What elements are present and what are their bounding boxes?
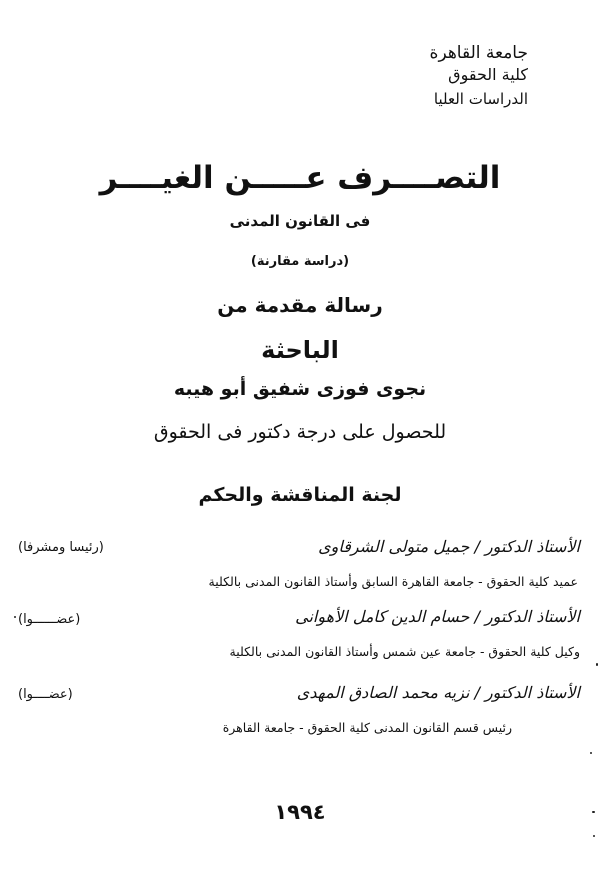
thesis-subtitle: فى القانون المدنى [229,212,371,230]
scan-speck [14,616,16,618]
scan-speck [592,811,595,813]
committee-member-role: (عضــــوا) [18,687,73,702]
scan-speck [593,835,595,837]
committee-member-name: الأستاذ الدكتور / حسام الدين كامل الأهوانى [295,607,580,626]
thesis-year: ١٩٩٤ [274,800,326,824]
committee-heading: لجنة المناقشة والحكم [198,484,402,506]
scan-speck [590,752,592,754]
graduate-studies-label: الدراسات العليا [433,90,528,108]
committee-member-role: (عضــــــوا) [18,612,81,627]
committee-member-description: وكيل كلية الحقوق - جامعة عين شمس وأستاذ القانون المدنى بالكلية [229,644,580,659]
committee-member-role: (رئيسا ومشرفا) [18,540,104,555]
committee-member-description: عميد كلية الحقوق - جامعة القاهرة السابق وأستاذ القانون المدنى بالكلية [208,574,578,589]
committee-member-name: الأستاذ الدكتور / نزيه محمد الصادق المهدى [296,683,580,702]
thesis-title: التصــــرف عـــــن الغيــــر [99,160,501,196]
scan-speck [596,663,598,666]
researcher-name: نجوى فوزى شفيق أبو هيبه [173,378,427,400]
faculty-name: كلية الحقوق [448,65,528,84]
submitted-by-label: رسالة مقدمة من [217,293,383,317]
degree-purpose: للحصول على درجة دكتور فى الحقوق [153,421,447,443]
committee-member-name: الأستاذ الدكتور / جميل متولى الشرقاوى [318,537,580,556]
committee-member-description: رئيس قسم القانون المدنى كلية الحقوق - جامعة القاهرة [222,720,512,735]
researcher-label: الباحثة [261,336,339,364]
study-type: (دراسة مقارنة) [250,254,350,269]
university-name: جامعة القاهرة [429,43,528,63]
